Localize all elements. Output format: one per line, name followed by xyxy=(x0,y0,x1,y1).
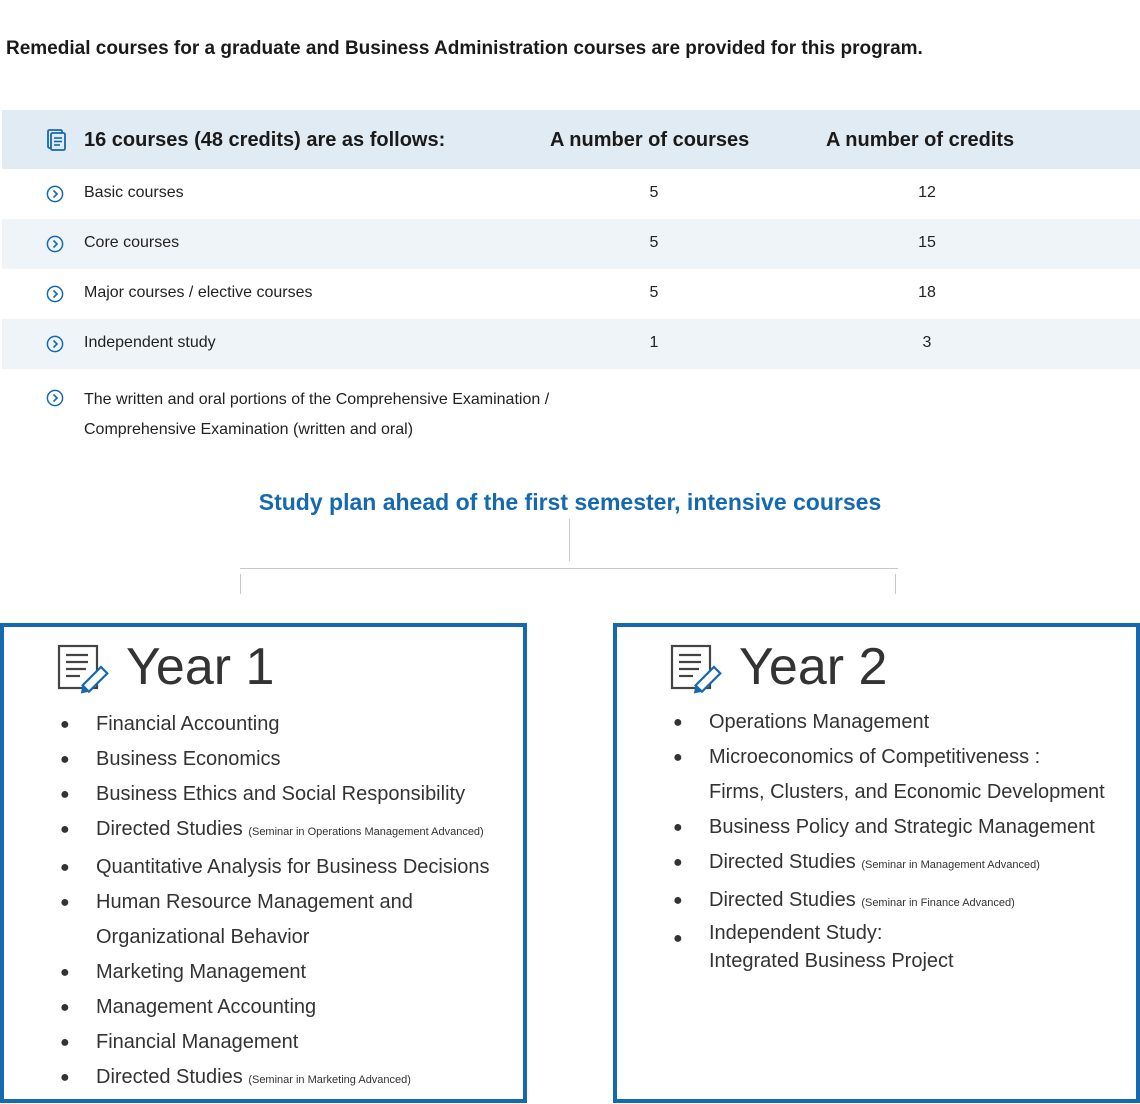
list-item xyxy=(4,707,524,742)
intro-text: Remedial courses for a graduate and Business Administration courses are provided for this program. xyxy=(6,38,923,59)
course-name: Business Policy and Strategic Management xyxy=(709,816,1095,838)
course-note: (Seminar in Management Advanced) xyxy=(861,859,1040,871)
table-header xyxy=(2,110,1140,169)
row-courses: 1 xyxy=(649,334,659,351)
connector-line xyxy=(895,574,896,594)
course-name: Financial Accounting xyxy=(96,713,280,735)
year-1-course-list xyxy=(4,707,524,1098)
notepad-pencil-icon xyxy=(669,643,725,695)
course-name: Directed Studies xyxy=(709,889,856,911)
connector-line xyxy=(240,574,241,594)
bullet-icon: ● xyxy=(60,859,70,876)
table-header-title: 16 courses (48 credits) are as follows: xyxy=(84,129,446,151)
bullet-icon: ● xyxy=(60,751,70,768)
list-item xyxy=(4,1060,524,1098)
notepad-pencil-icon xyxy=(56,643,112,695)
list-item xyxy=(617,740,1137,810)
list-item xyxy=(4,777,524,812)
course-name: Business Ethics and Social Responsibility xyxy=(96,783,466,805)
list-item xyxy=(617,883,1137,921)
course-name: Financial Management xyxy=(96,1031,299,1053)
list-item xyxy=(4,812,524,850)
course-note: (Seminar in Operations Management Advanced) xyxy=(248,826,484,838)
chevron-circle-right-icon xyxy=(46,389,64,407)
row-credits: 18 xyxy=(918,284,936,301)
course-note: (Seminar in Finance Advanced) xyxy=(861,897,1015,909)
list-item xyxy=(617,921,1137,976)
column-header-credits: A number of credits xyxy=(826,129,1015,151)
course-name: Microeconomics of Competitiveness : xyxy=(709,746,1041,768)
row-credits: 15 xyxy=(918,234,936,251)
course-name: Human Resource Management and xyxy=(96,891,413,913)
list-item xyxy=(617,845,1137,883)
study-plan-title: Study plan ahead of the first semester, intensive courses xyxy=(258,489,882,515)
exam-label xyxy=(84,385,644,445)
bullet-icon: ● xyxy=(60,821,70,838)
course-name-line2: Integrated Business Project xyxy=(709,950,954,972)
connector-line xyxy=(569,519,570,561)
row-courses: 5 xyxy=(649,234,659,251)
document-list-icon xyxy=(46,129,66,151)
chevron-circle-right-icon xyxy=(46,285,64,303)
chevron-circle-right-icon xyxy=(46,185,64,203)
bullet-icon: ● xyxy=(673,819,683,836)
row-label: Basic courses xyxy=(84,184,184,201)
credits-table xyxy=(2,110,1140,449)
row-credits: 12 xyxy=(918,184,936,201)
table-row xyxy=(2,319,1140,369)
list-item xyxy=(617,705,1137,740)
bullet-icon: ● xyxy=(60,964,70,981)
table-row xyxy=(2,169,1140,219)
row-courses: 5 xyxy=(649,184,659,201)
course-name: Directed Studies xyxy=(96,818,243,840)
course-name: Directed Studies xyxy=(96,1066,243,1088)
table-row xyxy=(2,219,1140,269)
list-item xyxy=(4,885,524,955)
year-1-title: Year 1 xyxy=(126,638,275,696)
exam-label-line2: Comprehensive Examination (written and oral) xyxy=(84,421,414,438)
connector-line xyxy=(240,568,898,569)
column-header-courses: A number of courses xyxy=(550,129,750,151)
list-item xyxy=(4,742,524,777)
course-name: Independent Study: xyxy=(709,922,883,944)
bullet-icon: ● xyxy=(673,930,683,947)
bullet-icon: ● xyxy=(60,716,70,733)
course-name: Marketing Management xyxy=(96,961,307,983)
bullet-icon: ● xyxy=(60,999,70,1016)
bullet-icon: ● xyxy=(60,1034,70,1051)
row-courses: 5 xyxy=(649,284,659,301)
course-name: Business Economics xyxy=(96,748,281,770)
bullet-icon: ● xyxy=(673,854,683,871)
bullet-icon: ● xyxy=(673,749,683,766)
course-name-line2: Firms, Clusters, and Economic Development xyxy=(709,781,1105,803)
bullet-icon: ● xyxy=(60,894,70,911)
year-2-panel xyxy=(613,623,1140,1103)
list-item xyxy=(4,1025,524,1060)
list-item xyxy=(617,810,1137,845)
year-1-panel xyxy=(0,623,527,1103)
course-name-line2: Organizational Behavior xyxy=(96,926,310,948)
row-label: Independent study xyxy=(84,334,216,351)
table-row-exam xyxy=(2,369,1140,449)
chevron-circle-right-icon xyxy=(46,335,64,353)
row-credits: 3 xyxy=(922,334,932,351)
course-name: Management Accounting xyxy=(96,996,317,1018)
row-label: Core courses xyxy=(84,234,180,251)
course-name: Operations Management xyxy=(709,711,930,733)
list-item xyxy=(4,955,524,990)
bullet-icon: ● xyxy=(60,1069,70,1086)
year-2-title: Year 2 xyxy=(739,638,888,696)
exam-label-line1: The written and oral portions of the Comprehensive Examination / xyxy=(84,391,550,408)
row-label: Major courses / elective courses xyxy=(84,284,313,301)
course-name: Directed Studies xyxy=(709,851,856,873)
chevron-circle-right-icon xyxy=(46,235,64,253)
bullet-icon: ● xyxy=(673,714,683,731)
year-2-course-list xyxy=(617,705,1137,976)
bullet-icon: ● xyxy=(60,786,70,803)
list-item xyxy=(4,850,524,885)
course-name: Quantitative Analysis for Business Decisions xyxy=(96,856,490,878)
course-note: (Seminar in Marketing Advanced) xyxy=(248,1074,411,1086)
bullet-icon: ● xyxy=(673,892,683,909)
list-item xyxy=(4,990,524,1025)
table-row xyxy=(2,269,1140,319)
